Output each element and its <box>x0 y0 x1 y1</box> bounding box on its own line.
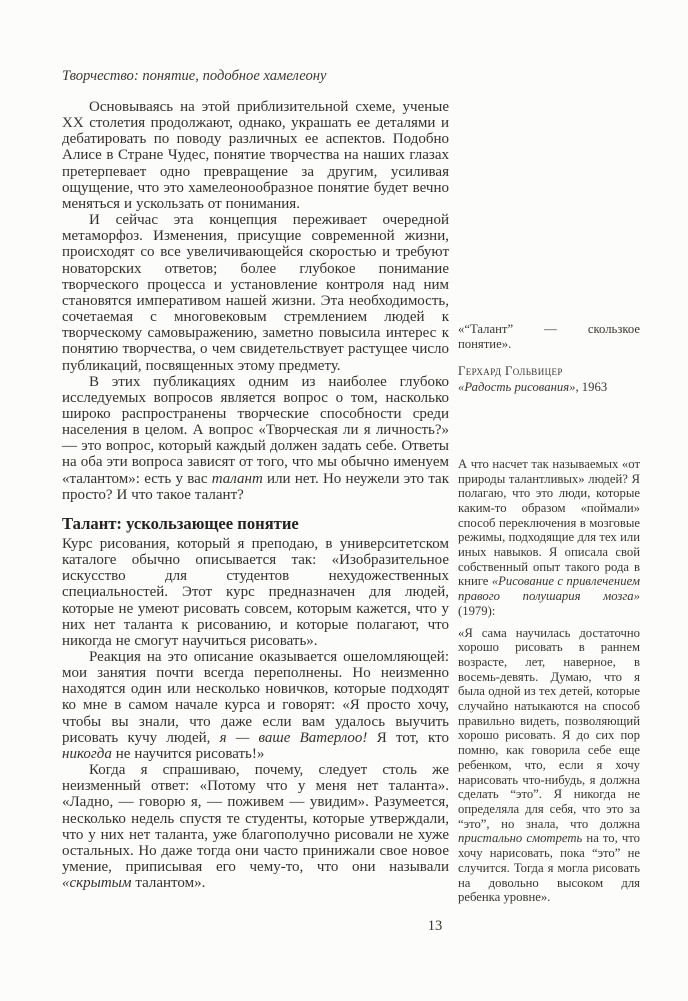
section-heading: Талант: ускользающее понятие <box>62 513 299 533</box>
margin-note-quotation: «Я сама научилась достаточно хорошо рисовать в раннем возрасте, лет, наверное, в восемь-девять. Думаю, что я была одной из тех детей, которые случайно натыкаются на способ правильно видеть, позволяющий хорошо рисовать. Я до сих пор помню, как говорила себе еще ребенком, что, если я хочу нарисовать что-нибудь, я должна сделать “это”. Я никогда не определяла для себя, что это за “это”, но знала, что должна пристально смотреть на то, что хочу нарисовать, пока “это” не случится. Тогда я могла рисовать на довольно высоком для ребенка уровне». <box>458 625 641 905</box>
margin-note-commentary: А что насчет так называемых «от природы талантливых» людей? Я полагаю, что это люди, которые каким-то образом «поймали» способ переключения в мозговые режимы, подходящие для тех или иных навыков. Я описала свой собственный опыт такого рода в книге «Рисование с привлечением правого полушария мозга» (1979): <box>458 456 640 618</box>
attribution-author: Герхард Гольвицер <box>458 364 563 379</box>
margin-note-epigraph: «“Талант” — скользкое понятие». <box>458 322 640 351</box>
paragraph-3: В этих публикациях одним из наиболее глубоко исследуемых вопросов является вопрос о том, насколько широко распространены творческие способности среди населения в целом. А вопрос «Творческая ли я личность?» — это вопрос, который каждый должен задать себе. Ответы на оба эти вопроса зависят от того, что мы обычно именуем «талантом»: есть у вас талант или нет. Но неужели это так просто? И что такое талант? <box>62 373 450 503</box>
paragraph-1: Основываясь на этой приблизительной схеме, ученые XX столетия продолжают, однако, украшать ее деталями и дебатировать по поводу различных ее аспектов. Подобно Алисе в Стране Чудес, понятие творчества на наших глазах претерпевает одно превращение за другим, усиливая ощущение, что это хамелеонообразное понятие будет вечно меняться и ускользать от понимания. <box>62 99 449 212</box>
paragraph-2: И сейчас эта концепция переживает очередной метаморфоз. Изменения, присущие современной жизни, происходят со все увеличивающейся скоростью и требуют новаторских ответов; более глубокое понимание творческого процесса и установление контроля над ним становятся императивом нашей жизни. Эта необходимость, сочетаемая с многовековым стремлением людей к творческому самовыражению, заметно повысила интерес к понятию творчества, о чем свидетельствует растущее число публикаций, посвященных этому предмету. <box>62 212 449 374</box>
page-number: 13 <box>427 918 443 934</box>
main-column <box>62 68 449 891</box>
paragraph-6: Когда я спрашиваю, почему, следует столь же неизменный ответ: «Потому что у меня нет таланта». «Ладно, — говорю я, — поживем — увидим». Разумеется, несколько недель спустя те студенты, которые утверждали, что у них нет таланта, уже благополучно рисовали не хуже остальных. Но даже тогда они часто принижали свое новое умение, приписывая его чему-то, что они называли «скрытым талантом». <box>62 762 449 892</box>
margin-column <box>458 322 640 905</box>
paragraph-4: Курс рисования, который я преподаю, в университетском каталоге обычно описывается так: «Изобразительное искусство для студентов нехудожественных специальностей. Этот курс предназначен для людей, которые не умеют рисовать совсем, которым кажется, что у них нет таланта к рисованию, и которые полагают, что никогда не смогут научиться рисовать». <box>62 535 449 649</box>
running-head: Творчество: понятие, подобное хамелеону <box>62 68 327 84</box>
attribution-source: «Радость рисования», 1963 <box>458 380 608 395</box>
paragraph-5: Реакция на это описание оказывается ошеломляющей: мои занятия почти всегда переполнены. Но неизменно находятся один или несколько новичков, которые подходят ко мне в самом начале курса и говорят: «Я просто хочу, чтобы вы знали, что даже если вам удалось выучить рисовать кучу людей, я — ваше Ватерлоо! Я тот, кто никогда не научится рисовать!» <box>62 649 450 762</box>
epigraph-attribution <box>458 364 640 394</box>
